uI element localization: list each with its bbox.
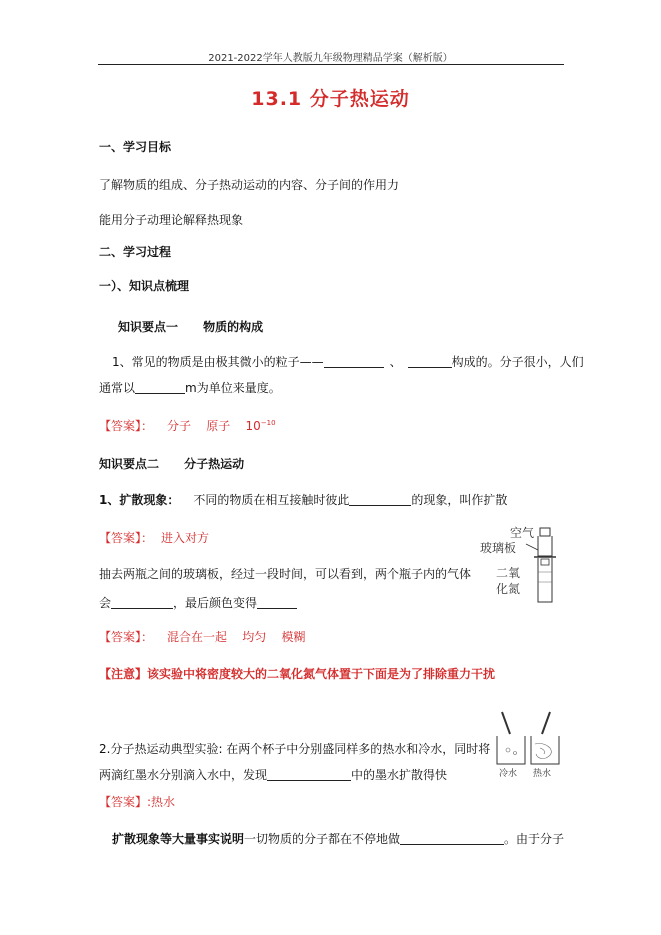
diffusion-text-a: 不同的物质在相互接触时彼此: [193, 493, 350, 507]
page-title: 13.1 分子热运动: [251, 88, 410, 110]
conclusion-text-a: 一切物质的分子都在不停地做: [244, 832, 401, 846]
answer-text: 分子 原子 10: [167, 419, 261, 433]
goals-heading: 一、学习目标: [99, 140, 172, 154]
header-divider: [98, 64, 564, 65]
exp2-line2-b: 中的墨水扩散得快: [351, 768, 448, 782]
point1-answer: [99, 417, 276, 434]
experiment1-line2: [99, 594, 297, 611]
q1-sep: 、: [389, 355, 402, 369]
answer-text: 热水: [151, 795, 176, 809]
answer-exponent: −10: [260, 419, 276, 427]
gas-bottles-figure: [472, 522, 564, 604]
note-text: 【注意】该实验中将密度较大的二氧化氮气体置于下面是为了排除重力干扰: [99, 667, 496, 681]
no2-label-bottom: 化氮: [496, 582, 521, 596]
knowledge-heading: 一）、知识点梳理: [99, 279, 190, 293]
point1-question-line1: [112, 353, 584, 370]
beakers-figure: [494, 708, 564, 780]
air-label: 空气: [510, 526, 535, 540]
answer-text: 混合在一起 均匀 模糊: [167, 630, 306, 644]
goal-2: 能用分子动理论解释热现象: [99, 213, 244, 227]
answer-label: 【答案】：: [99, 531, 154, 545]
conclusion-line: [112, 830, 564, 847]
blank-input[interactable]: [408, 355, 452, 368]
q1-unit: m: [185, 381, 197, 395]
diffusion-text-b: 的现象，叫作扩散: [411, 493, 508, 507]
q1-part2: 构成的。分子很小，人们: [451, 355, 584, 369]
diffusion-line: [99, 491, 507, 508]
beakers-drawing: [494, 708, 564, 768]
cold-water-label: 冷水: [499, 769, 518, 779]
answer-text: 进入对方: [161, 531, 210, 545]
hot-water-label: 热水: [533, 769, 552, 779]
blank-input[interactable]: [111, 596, 173, 609]
blank-input[interactable]: [400, 832, 504, 845]
exp-line2-a: 会: [99, 596, 112, 610]
no2-label-top: 二氧: [496, 566, 521, 580]
q1-part1: 1、常见的物质是由极其微小的粒子——: [112, 355, 324, 369]
experiment2-line2: [99, 766, 447, 783]
answer-label: 【答案】：: [99, 630, 154, 644]
glass-plate-label: 玻璃板: [480, 541, 517, 555]
point1-question-line2: [99, 379, 281, 396]
blank-input[interactable]: [349, 493, 411, 506]
page-header: 2021-2022学年人教版九年级物理精品学案（解析版）: [208, 53, 453, 64]
exp2-line2-a: 两滴红墨水分别滴入水中，发现: [99, 768, 268, 782]
point1-heading: 知识要点一 物质的构成: [118, 320, 264, 334]
bottles-drawing: [472, 522, 564, 604]
blank-input[interactable]: [257, 596, 297, 609]
conclusion-bold: 扩散现象等大量事实说明: [112, 832, 245, 846]
blank-input[interactable]: [324, 355, 384, 368]
point2-answer1: [99, 529, 209, 546]
blank-input[interactable]: [135, 381, 185, 394]
process-heading: 二、学习过程: [99, 245, 172, 259]
experiment2-answer: [99, 793, 175, 810]
blank-input[interactable]: [267, 768, 351, 781]
goal-1: 了解物质的组成、分子热动运动的内容、分子间的作用力: [99, 178, 400, 192]
answer-label: 【答案】：: [99, 419, 154, 433]
experiment2-line1: 2.分子热运动典型实验: 在两个杯子中分别盛同样多的热水和冷水，同时将: [99, 742, 491, 756]
diffusion-label: 1、扩散现象：: [99, 493, 180, 507]
experiment1-line1: 抽去两瓶之间的玻璃板，经过一段时间，可以看到，两个瓶子内的气体: [99, 567, 472, 581]
point2-heading: 知识要点二 分子热运动: [99, 457, 245, 471]
point2-answer2: [99, 628, 306, 645]
exp-line2-b: ，最后颜色变得: [173, 596, 258, 610]
q1-line2-a: 通常以: [99, 381, 136, 395]
conclusion-text-b: 。由于分子: [504, 832, 565, 846]
answer-label: 【答案】:: [99, 795, 152, 809]
q1-line2-b: 为单位来量度。: [196, 381, 281, 395]
